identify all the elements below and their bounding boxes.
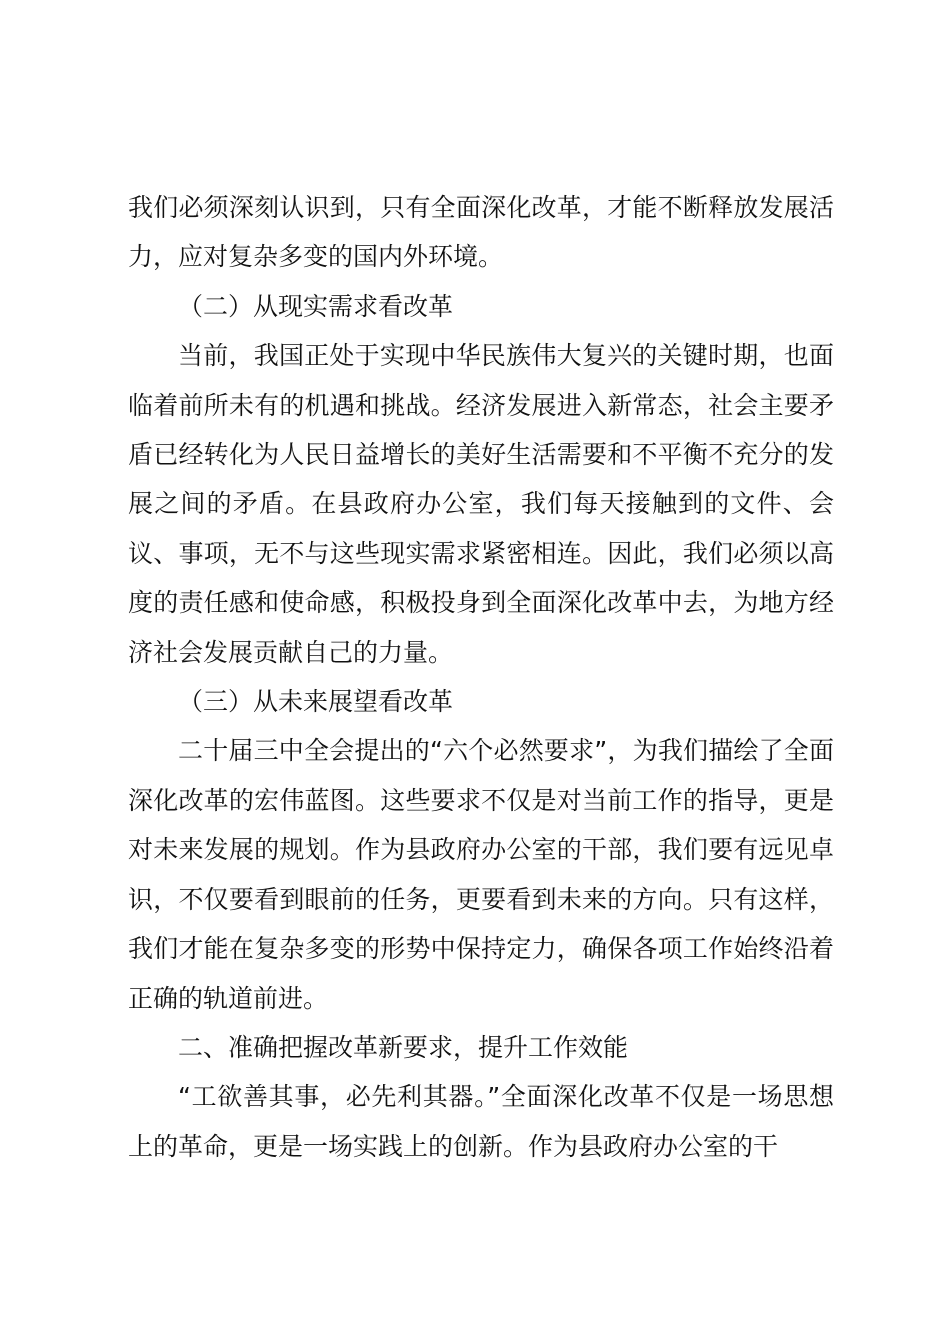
subheading-future-outlook: （三）从未来展望看改革 — [178, 687, 454, 717]
body-paragraph: “工欲善其事，必先利其器。”全面深化改革不仅是一场思想上的革命，更是一场实践上的创新。作为县政府办公室的干 — [128, 1082, 834, 1161]
body-paragraph: 二十届三中全会提出的“六个必然要求”，为我们描绘了全面深化改革的宏伟蓝图。这些要求不仅是对当前工作的指导，更是对未来发展的规划。作为县政府办公室的干部，我们要有远见卓识，不仅要看到眼前的任务，更要看到未来的方向。只有这样，我们才能在复杂多变的形势中保持定力，确保各项工作始终沿着正确的轨道前进。 — [128, 736, 834, 1013]
body-paragraph-continued: 我们必须深刻认识到，只有全面深化改革，才能不断释放发展活力，应对复杂多变的国内外环境。 — [128, 193, 834, 272]
subheading-realistic-needs: （二）从现实需求看改革 — [178, 291, 454, 321]
body-paragraph: 当前，我国正处于实现中华民族伟大复兴的关键时期，也面临着前所未有的机遇和挑战。经济发展进入新常态，社会主要矛盾已经转化为人民日益增长的美好生活需要和不平衡不充分的发展之间的矛盾。在县政府办公室，我们每天接触到的文件、会议、事项，无不与这些现实需求紧密相连。因此，我们必须以高度的责任感和使命感，积极投身到全面深化改革中去，为地方经济社会发展贡献自己的力量。 — [128, 341, 834, 667]
section-heading: 二、准确把握改革新要求，提升工作效能 — [178, 1032, 629, 1062]
document-body — [128, 183, 834, 1171]
